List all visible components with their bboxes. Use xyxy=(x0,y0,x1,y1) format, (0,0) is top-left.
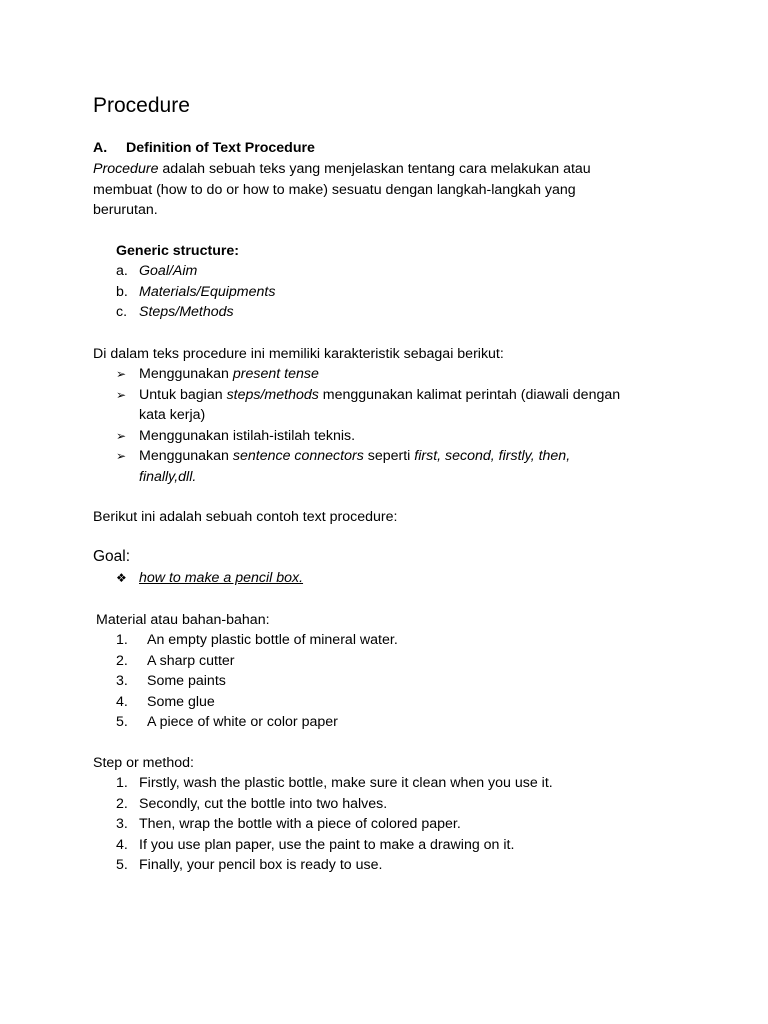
definition-line-3: berurutan. xyxy=(93,202,158,219)
characteristics-intro: Di dalam teks procedure ini memiliki karakteristik sebagai berikut: xyxy=(93,346,504,362)
list-item-text: If you use plan paper, use the paint to make a drawing on it. xyxy=(139,836,515,853)
list-item xyxy=(116,302,275,323)
list-item xyxy=(116,671,398,692)
list-item xyxy=(116,835,553,856)
list-item-text: Steps/Methods xyxy=(139,304,234,321)
list-number: 3. xyxy=(116,816,128,833)
generic-structure-heading: Generic structure: xyxy=(116,243,239,259)
list-item xyxy=(116,426,620,447)
definition-term: Procedure xyxy=(93,161,159,177)
list-item-text: Secondly, cut the bottle into two halves. xyxy=(139,795,388,812)
list-item-text: Then, wrap the bottle with a piece of colored paper. xyxy=(139,816,461,833)
list-marker: b. xyxy=(116,283,128,300)
list-item-text: Finally, your pencil box is ready to use. xyxy=(139,857,383,874)
list-number: 5. xyxy=(116,714,128,731)
list-marker: c. xyxy=(116,304,128,321)
list-item-text: A sharp cutter xyxy=(147,652,235,669)
list-item-text: Some paints xyxy=(147,673,226,690)
list-number: 2. xyxy=(116,795,128,812)
list-item xyxy=(116,630,398,651)
text: Menggunakan xyxy=(139,448,233,465)
list-number: 4. xyxy=(116,836,128,853)
list-item-continuation xyxy=(116,405,620,426)
list-item xyxy=(116,773,553,794)
arrow-bullet-icon: ➢ xyxy=(116,449,127,464)
section-heading-text: Definition of Text Procedure xyxy=(126,140,315,156)
list-item-text: Firstly, wash the plastic bottle, make sure it clean when you use it. xyxy=(139,775,553,791)
definition-paragraph xyxy=(93,159,591,221)
section-letter: A. xyxy=(93,140,108,156)
text: kata kerja) xyxy=(139,407,206,424)
text: seperti xyxy=(363,448,415,465)
list-item xyxy=(116,692,398,713)
goal-item xyxy=(116,568,303,589)
list-item-text: An empty plastic bottle of mineral water. xyxy=(147,632,398,648)
list-number: 4. xyxy=(116,693,128,710)
list-item xyxy=(116,385,620,406)
list-item xyxy=(116,855,553,876)
list-item xyxy=(116,651,398,672)
text: Untuk bagian xyxy=(139,386,227,403)
example-intro: Berikut ini adalah sebuah contoh text procedure: xyxy=(93,509,398,525)
arrow-bullet-icon: ➢ xyxy=(116,367,127,381)
materials-heading: Material atau bahan-bahan: xyxy=(96,612,270,628)
list-item-text: Goal/Aim xyxy=(139,263,198,279)
generic-structure-list xyxy=(116,261,275,323)
text-italic: finally,dll. xyxy=(139,468,197,485)
list-item-continuation xyxy=(116,467,620,488)
list-number: 2. xyxy=(116,652,128,669)
list-item xyxy=(116,446,620,467)
list-item-text: A piece of white or color paper xyxy=(147,714,338,731)
materials-list xyxy=(116,630,398,733)
section-a-heading xyxy=(93,138,315,159)
list-number: 1. xyxy=(116,632,128,648)
list-item xyxy=(116,282,275,303)
text: Menggunakan istilah-istilah teknis. xyxy=(139,427,356,444)
text-italic: sentence connectors xyxy=(232,448,364,465)
list-item xyxy=(116,712,398,733)
list-number: 1. xyxy=(116,775,128,791)
text-italic: first, second, firstly, then, xyxy=(414,448,571,465)
text: Menggunakan xyxy=(139,366,233,382)
list-item xyxy=(116,794,553,815)
text: menggunakan kalimat perintah (diawali dengan xyxy=(318,386,621,403)
list-item xyxy=(116,364,620,385)
page-title: Procedure xyxy=(93,94,190,117)
list-item xyxy=(116,814,553,835)
arrow-bullet-icon: ➢ xyxy=(116,428,127,443)
list-item-text: Materials/Equipments xyxy=(139,283,276,300)
text-italic: present tense xyxy=(232,366,319,382)
characteristics-list xyxy=(116,364,620,488)
list-marker: a. xyxy=(116,263,128,279)
list-item-text: Some glue xyxy=(147,693,215,710)
list-item xyxy=(116,261,275,282)
list-number: 5. xyxy=(116,857,128,874)
definition-line-1: adalah sebuah teks yang menjelaskan tentang cara melakukan atau xyxy=(158,161,591,177)
steps-list xyxy=(116,773,553,876)
text-italic: steps/methods xyxy=(226,386,319,403)
goal-text: how to make a pencil box. xyxy=(139,570,304,586)
goal-heading: Goal: xyxy=(93,548,131,565)
steps-heading: Step or method: xyxy=(93,755,194,771)
list-number: 3. xyxy=(116,673,128,690)
definition-line-2: membuat (how to do or how to make) sesuatu dengan langkah-langkah yang xyxy=(93,181,576,198)
diamond-bullet-icon: ❖ xyxy=(116,571,127,585)
arrow-bullet-icon: ➢ xyxy=(116,387,127,402)
